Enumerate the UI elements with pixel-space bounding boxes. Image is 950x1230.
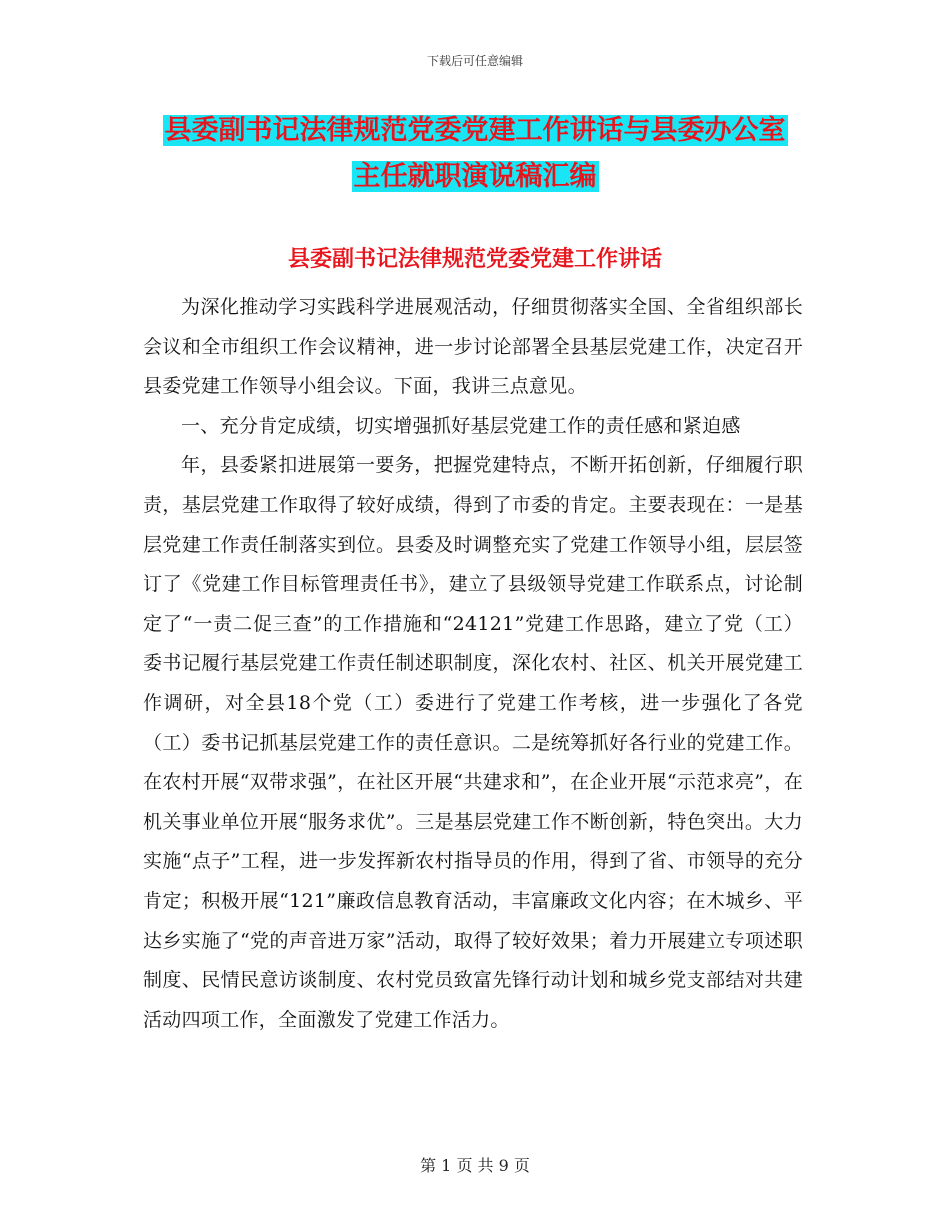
document-title-text-1: 县委副书记法律规范党委党建工作讲话与县委办公室 [164,115,786,146]
page-footer: 第 1 页 共 9 页 [420,1156,530,1175]
document-title-text-2: 主任就职演说稿汇编 [353,161,597,192]
section-title: 县委副书记法律规范党委党建工作讲话 [287,247,662,272]
paragraph-intro: 为深化推动学习实践科学进展观活动，仔细贯彻落实全国、全省组织部长会议和全市组织工作会议精神，进一步讨论部署全县基层党建工作，决定召开县委党建工作领导小组会议。下面，我讲三点意见。 [143,296,803,398]
header-note: 下载后可任意编辑 [426,54,523,68]
document-body [143,288,803,1040]
document-title-line-2 [0,154,950,200]
paragraph-achievements: 年，县委紧扣进展第一要务，把握党建特点，不断开拓创新，仔细履行职责，基层党建工作取得了较好成绩，得到了市委的肯定。主要表现在：一是基层党建工作责任制落实到位。县委及时调整充实了党建工作领导小组，层层签订了《党建工作目标管理责任书》，建立了县级领导党建工作联系点，讨论制定了“一责二促三查”的工作措施和“24121”党建工作思路，建立了党（工）委书记履行基层党建工作责任制述职制度，深化农村、社区、机关开展党建工作调研，对全县18个党（工）委进行了党建工作考核，进一步强化了各党（工）委书记抓基层党建工作的责任意识。二是统筹抓好各行业的党建工作。在农村开展“双带求强”，在社区开展“共建求和”，在企业开展“示范求亮”，在机关事业单位开展“服务求优”。三是基层党建工作不断创新，特色突出。大力实施“点子”工程，进一步发挥新农村指导员的作用，得到了省、市领导的充分肯定；积极开展“121”廉政信息教育活动，丰富廉政文化内容；在木城乡、平达乡实施了“党的声音进万家”活动，取得了较好效果；着力开展建立专项述职制度、民情民意访谈制度、农村党员致富先锋行动计划和城乡党支部结对共建活动四项工作，全面激发了党建工作活力。 [143,454,803,1031]
document-title-line-1 [0,108,950,154]
paragraph-heading-1: 一、充分肯定成绩，切实增强抓好基层党建工作的责任感和紧迫感 [181,414,741,437]
